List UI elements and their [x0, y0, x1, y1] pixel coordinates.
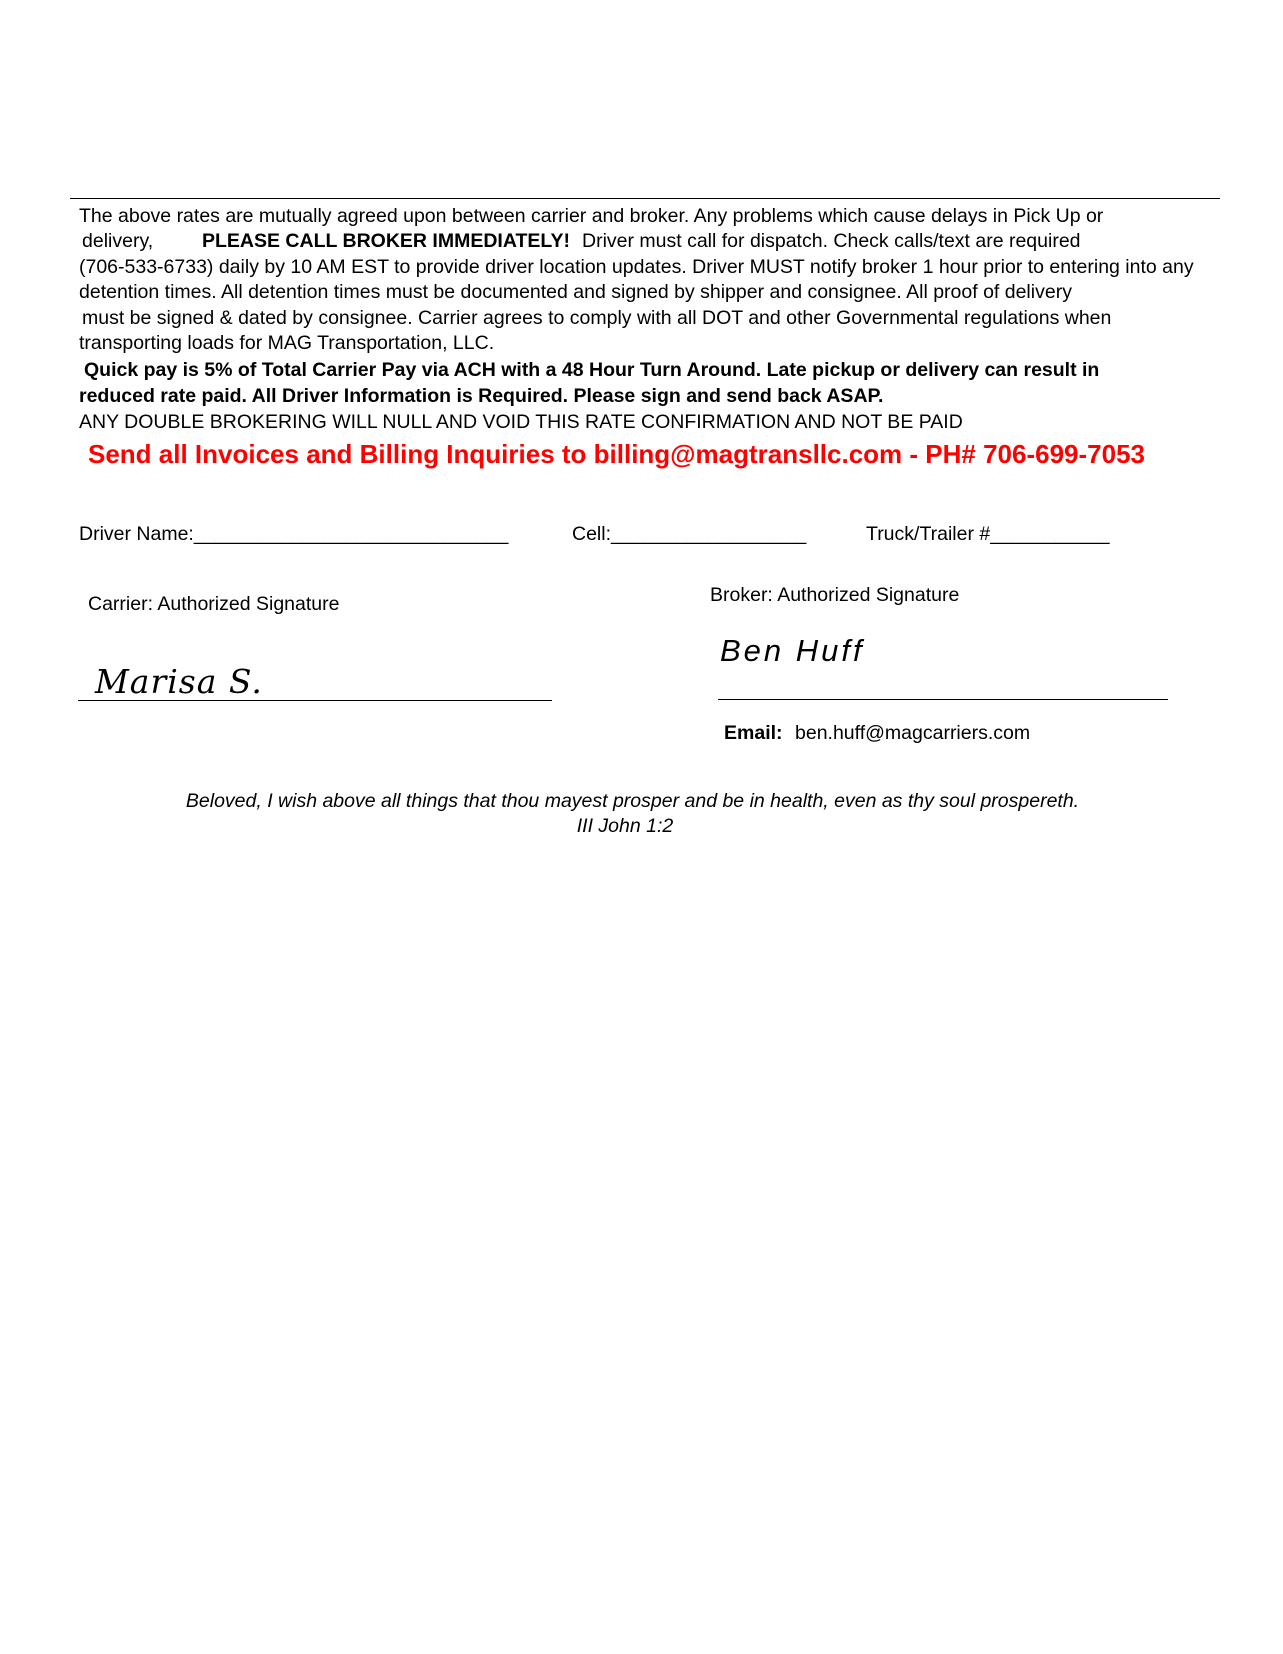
broker-signature-label: Broker: Authorized Signature: [710, 584, 960, 606]
broker-email: ben.huff@magcarriers.com: [795, 722, 1031, 744]
terms-line-2-suffix: Driver must call for dispatch. Check calls/text are required: [582, 230, 1081, 252]
terms-line-5: must be signed & dated by consignee. Carrier agrees to comply with all DOT and other Governmental regulations when: [82, 307, 1112, 329]
carrier-signature-line: [78, 700, 552, 701]
top-divider: [70, 198, 1220, 199]
driver-name-field: Driver Name:_____________________________: [79, 523, 509, 545]
terms-line-6: transporting loads for MAG Transportation, LLC.: [79, 332, 495, 354]
quickpay-line-2: reduced rate paid. All Driver Information is Required. Please sign and send back ASAP.: [79, 385, 884, 407]
broker-signature: Ben Huff: [720, 633, 865, 668]
billing-notice: Send all Invoices and Billing Inquiries to billing@magtransllc.com - PH# 706-699-7053: [88, 439, 1145, 469]
terms-line-3: (706-533-6733) daily by 10 AM EST to provide driver location updates. Driver MUST notify broker 1 hour prior to entering into any: [79, 256, 1194, 278]
call-broker-notice: PLEASE CALL BROKER IMMEDIATELY!: [202, 230, 570, 252]
terms-line-2-prefix: delivery,: [82, 230, 154, 252]
double-brokering-warning: ANY DOUBLE BROKERING WILL NULL AND VOID THIS RATE CONFIRMATION AND NOT BE PAID: [79, 411, 963, 433]
carrier-signature-label: Carrier: Authorized Signature: [88, 593, 340, 615]
carrier-signature: Marisa S.: [95, 662, 263, 701]
terms-line-4: detention times. All detention times must be documented and signed by shipper and consignee. All proof of delivery: [79, 281, 1072, 303]
verse-reference: III John 1:2: [576, 815, 674, 837]
broker-signature-line: [718, 699, 1168, 700]
driver-cell-field: Cell:__________________: [572, 523, 807, 545]
terms-line-1: The above rates are mutually agreed upon between carrier and broker. Any problems which cause delays in Pick Up or: [79, 205, 1104, 227]
quickpay-line-1: Quick pay is 5% of Total Carrier Pay via ACH with a 48 Hour Turn Around. Late pickup or delivery can result in: [84, 359, 1100, 381]
broker-email-label: Email:: [724, 722, 783, 744]
truck-trailer-field: Truck/Trailer #___________: [866, 523, 1110, 545]
verse-text: Beloved, I wish above all things that thou mayest prosper and be in health, even as thy soul prospereth.: [185, 790, 1080, 812]
